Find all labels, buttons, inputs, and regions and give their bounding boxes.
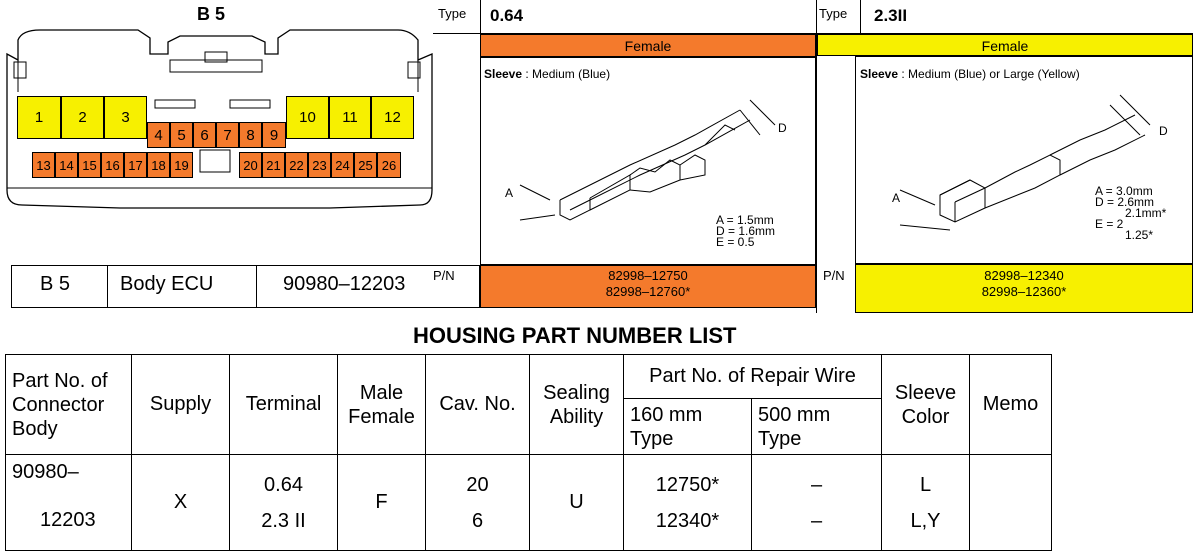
info-row [11, 265, 480, 308]
dim-d-b: D = 2.6mm [1095, 195, 1155, 209]
pin-23: 23 [308, 152, 331, 178]
pin-4: 4 [147, 122, 170, 148]
connector-part-no: 90980–12203 [283, 273, 406, 295]
type-label-b: Type [819, 6, 848, 21]
row-w160-2: 12340* [655, 509, 720, 532]
pin-16: 16 [101, 152, 124, 178]
pin-7: 7 [216, 122, 239, 148]
header-supply: Supply [132, 355, 230, 455]
header-sleeve-color: Sleeve Color [882, 355, 970, 455]
pin-8: 8 [239, 122, 262, 148]
svg-text:A: A [505, 186, 514, 200]
svg-text:A: A [892, 191, 901, 205]
row-memo [970, 455, 1052, 551]
pin-17: 17 [124, 152, 147, 178]
pin-3: 3 [104, 96, 147, 139]
pin-20: 20 [239, 152, 262, 178]
pin-11: 11 [329, 96, 371, 139]
header-repair-wire: Part No. of Repair Wire [624, 355, 882, 399]
header-sealing: Sealing Ability [530, 355, 624, 455]
pin-12: 12 [371, 96, 414, 139]
pin-1: 1 [17, 96, 61, 139]
sleeve-value-b: : Medium (Blue) or Large (Yellow) [901, 67, 1080, 81]
sleeve-label-a: Sleeve [484, 67, 523, 81]
dim-a-b: A = 3.0mm [1095, 184, 1153, 198]
pin-19: 19 [170, 152, 193, 178]
pin-21: 21 [262, 152, 285, 178]
connector-code: B 5 [40, 273, 71, 295]
pin-2: 2 [61, 96, 104, 139]
pin-5: 5 [170, 122, 193, 148]
row-supply: X [132, 455, 230, 551]
header-part-no: Part No. of Connector Body [6, 355, 132, 455]
row-w160-1: 12750* [655, 473, 720, 496]
dim-e2-b: 1.25* [1125, 228, 1154, 242]
pin-14: 14 [55, 152, 78, 178]
type-value-a: 0.64 [490, 6, 524, 25]
pin-22: 22 [285, 152, 308, 178]
type-label-a: Type [438, 6, 467, 21]
pin-10: 10 [286, 96, 329, 139]
pn-a-2: 82998–12760* [605, 284, 691, 299]
dim-a-a: A = 1.5mm [716, 213, 774, 227]
svg-text:D: D [778, 121, 787, 135]
header-terminal: Terminal [230, 355, 338, 455]
pn-a-1: 82998–12750 [608, 268, 688, 283]
header-memo: Memo [970, 355, 1052, 455]
pin-6: 6 [193, 122, 216, 148]
row-w500-2: – [810, 509, 823, 532]
sleeve-value-a: : Medium (Blue) [525, 67, 611, 81]
connector-name: Body ECU [120, 273, 214, 295]
sleeve-label-b: Sleeve [860, 67, 899, 81]
gender-b: Female [817, 34, 1193, 56]
pin-25: 25 [354, 152, 377, 178]
header-wire-500: 500 mm Type [752, 399, 882, 455]
pin-26: 26 [377, 152, 401, 178]
pin-9: 9 [262, 122, 286, 148]
dim-d-a: D = 1.6mm [716, 224, 776, 238]
dim-e-b: E = 2 [1095, 217, 1124, 231]
gender-a: Female [480, 34, 816, 57]
pn-label-b: P/N [823, 268, 845, 283]
housing-table [5, 354, 1052, 551]
row-cav-1: 20 [466, 473, 489, 496]
pn-b-1: 82998–12340 [984, 268, 1064, 283]
dim-d2-b: 2.1mm* [1125, 206, 1167, 220]
row-sealing: U [530, 455, 624, 551]
row-part-no-2: 12203 [40, 509, 96, 531]
header-cav-no: Cav. No. [426, 355, 530, 455]
row-sleeve-1: L [919, 473, 932, 496]
connector-title: B 5 [197, 4, 226, 24]
pin-18: 18 [147, 152, 170, 178]
row-part-no-1: 90980– [12, 461, 79, 483]
row-sleeve-2: L,Y [910, 509, 941, 532]
header-wire-160: 160 mm Type [624, 399, 752, 455]
header-male-female: Male Female [338, 355, 426, 455]
pn-label-a: P/N [433, 268, 455, 283]
row-w500-1: – [810, 473, 823, 496]
pin-13: 13 [32, 152, 55, 178]
pin-15: 15 [78, 152, 101, 178]
pin-24: 24 [331, 152, 354, 178]
pn-b-2: 82998–12360* [981, 284, 1067, 299]
type-value-b: 2.3II [874, 6, 908, 25]
dim-e-a: E = 0.5 [716, 235, 755, 249]
row-terminal-1: 0.64 [264, 473, 303, 496]
row-male-female: F [338, 455, 426, 551]
row-terminal-2: 2.3 II [261, 509, 306, 532]
row-cav-2: 6 [471, 509, 484, 532]
svg-text:D: D [1159, 124, 1168, 138]
housing-title: HOUSING PART NUMBER LIST [413, 323, 737, 348]
